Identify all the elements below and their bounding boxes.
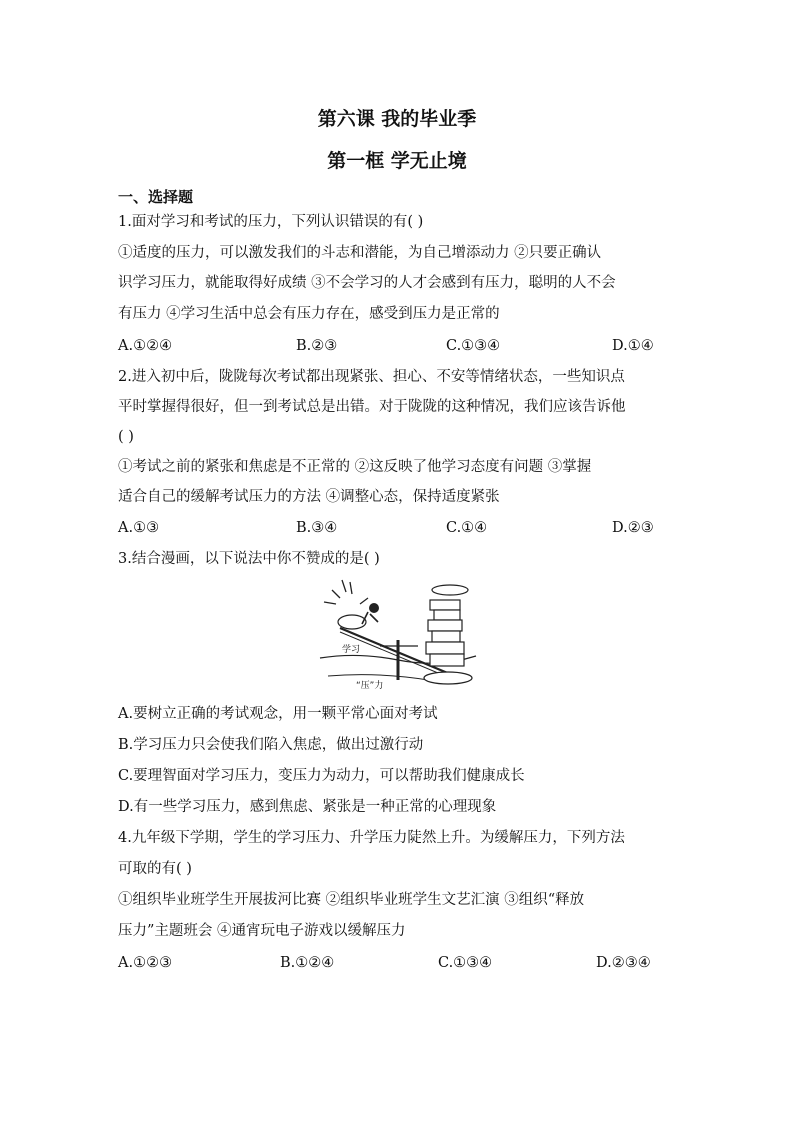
q4-option-d: D.②③④ bbox=[596, 955, 651, 971]
q2-line: 适合自己的缓解考试压力的方法 ④调整心态，保持适度紧张 bbox=[118, 489, 500, 505]
cartoon-figure bbox=[318, 576, 478, 694]
q2-option-d: D.②③ bbox=[612, 520, 654, 536]
q1-line: 识学习压力，就能取得好成绩 ③不会学习的人才会感到有压力，聪明的人不会 bbox=[118, 275, 616, 291]
q3-option-d: D.有一些学习压力，感到焦虑、紧张是一种正常的心理现象 bbox=[118, 799, 497, 815]
q1-option-b: B.②③ bbox=[296, 338, 338, 354]
q1-line: 有压力 ④学习生活中总会有压力存在，感受到压力是正常的 bbox=[118, 306, 500, 322]
q2-line: 平时掌握得很好，但一到考试总是出错。对于陇陇的这种情况，我们应该告诉他 bbox=[118, 399, 626, 415]
q2-line: ①考试之前的紧张和焦虑是不正常的 ②这反映了他学习态度有问题 ③掌握 bbox=[118, 459, 592, 475]
q3-option-c: C.要理智面对学习压力，变压力为动力，可以帮助我们健康成长 bbox=[118, 768, 525, 784]
figure-label-study: 学习 bbox=[342, 645, 361, 655]
q2-option-a: A.①③ bbox=[118, 520, 160, 536]
q2-option-b: B.③④ bbox=[296, 520, 338, 536]
q3-option-b: B.学习压力只会使我们陷入焦虑，做出过激行动 bbox=[118, 737, 424, 753]
q4-option-b: B.①②④ bbox=[280, 955, 335, 971]
q4-option-c: C.①③④ bbox=[438, 955, 493, 971]
q4-line: 可取的有( ) bbox=[118, 861, 192, 877]
q2-stem: 2.进入初中后，陇陇每次考试都出现紧张、担心、不安等情绪状态，一些知识点 bbox=[118, 369, 625, 385]
q1-line: ①适度的压力，可以激发我们的斗志和潜能，为自己增添动力 ②只要正确认 bbox=[118, 245, 602, 261]
q4-stem: 4.九年级下学期，学生的学习压力、升学压力陡然上升。为缓解压力，下列方法 bbox=[118, 830, 625, 846]
q4-option-a: A.①②③ bbox=[118, 955, 173, 971]
lesson-title: 第六课 我的毕业季 bbox=[317, 108, 477, 130]
q3-option-a: A.要树立正确的考试观念，用一颗平常心面对考试 bbox=[118, 706, 438, 722]
q3-stem: 3.结合漫画，以下说法中你不赞成的是( ) bbox=[118, 551, 380, 567]
q4-line: ①组织毕业班学生开展拔河比赛 ②组织毕业班学生文艺汇演 ③组织“释放 bbox=[118, 892, 585, 908]
question-section-heading: 一、选择题 bbox=[118, 188, 194, 206]
q1-option-a: A.①②④ bbox=[118, 338, 173, 354]
q1-option-c: C.①③④ bbox=[446, 338, 501, 354]
section-title: 第一框 学无止境 bbox=[327, 150, 467, 172]
q1-option-d: D.①④ bbox=[612, 338, 654, 354]
q2-line: ( ) bbox=[118, 429, 134, 445]
q2-option-c: C.①④ bbox=[446, 520, 488, 536]
q1-stem: 1.面对学习和考试的压力，下列认识错误的有( ) bbox=[118, 214, 424, 230]
figure-label-pressure: “压”力 bbox=[356, 681, 384, 691]
q4-line: 压力”主题班会 ④通宵玩电子游戏以缓解压力 bbox=[118, 923, 406, 939]
